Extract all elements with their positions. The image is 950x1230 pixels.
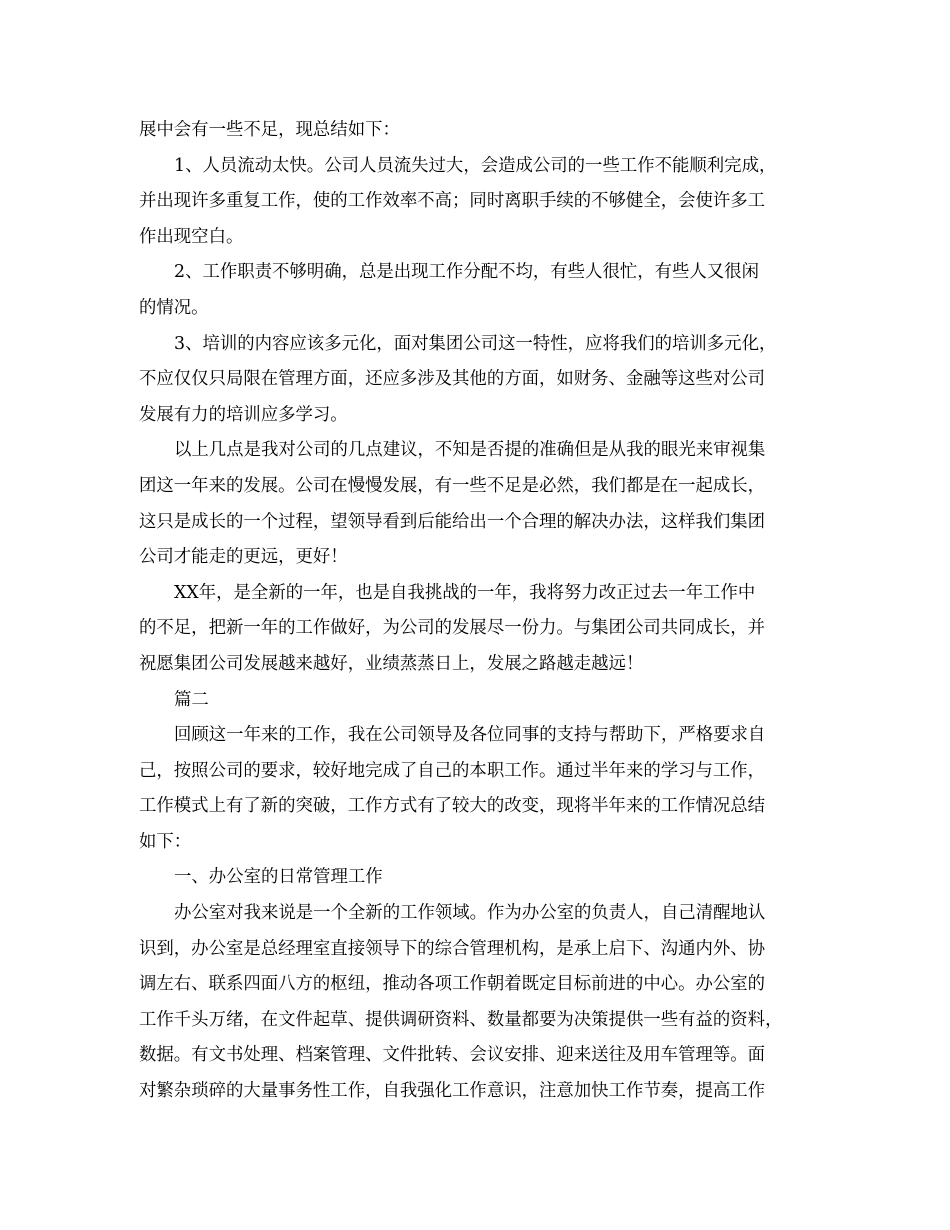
text-line: 调左右、联系四面八方的枢纽，推动各项工作朝着既定目标前进的中心。办公室的: [139, 974, 766, 995]
text-line: 如下：: [139, 831, 192, 852]
text-line: 公司才能走的更远，更好！: [139, 547, 348, 568]
text-line: 己，按照公司的要求，较好地完成了自己的本职工作。通过半年来的学习与工作，: [139, 760, 766, 781]
text-line: 工作千头万绪，在文件起草、提供调研资料、数量都要为决策提供一些有益的资料，: [139, 1009, 783, 1030]
text-line: 展中会有一些不足，现总结如下：: [139, 120, 400, 140]
text-line: 一、办公室的日常管理工作: [174, 867, 383, 888]
text-line: 数据。有文书处理、档案管理、文件批转、会议安排、迎来送往及用车管理等。面: [139, 1045, 766, 1066]
text-line: 3、培训的内容应该多元化，面对集团公司这一特性，应将我们的培训多元化，: [174, 333, 777, 354]
text-line: 祝愿集团公司发展越来越好，业绩蒸蒸日上，发展之路越走越远！: [139, 653, 644, 674]
text-line: 办公室对我来说是一个全新的工作领域。作为办公室的负责人，自己清醒地认: [174, 903, 766, 924]
text-line: 1、人员流动太快。公司人员流失过大，会造成公司的一些工作不能顺利完成，: [174, 155, 777, 176]
text-line: 识到，办公室是总经理室直接领导下的综合管理机构，是承上启下、沟通内外、协: [139, 938, 766, 959]
text-line: 发展有力的培训应多学习。: [139, 404, 348, 425]
text-line: 的情况。: [139, 297, 209, 318]
text-line: 以上几点是我对公司的几点建议，不知是否提的准确但是从我的眼光来审视集: [174, 440, 766, 461]
text-line: 回顾这一年来的工作，我在公司领导及各位同事的支持与帮助下，严格要求自: [174, 725, 766, 746]
text-line: 作出现空白。: [139, 226, 244, 247]
document-body: [139, 113, 829, 1110]
text-line: 并出现许多重复工作，使的工作效率不高；同时离职手续的不够健全，会使许多工: [139, 191, 766, 212]
text-line: XX年，是全新的一年，也是自我挑战的一年，我将努力改正过去一年工作中: [174, 582, 756, 603]
text-line: 篇二: [174, 689, 209, 710]
text-line: 2、工作职责不够明确，总是出现工作分配不均，有些人很忙，有些人又很闲: [174, 262, 759, 283]
text-line: 不应仅仅只局限在管理方面，还应多涉及其他的方面，如财务、金融等这些对公司: [139, 369, 766, 390]
text-line: 这只是成长的一个过程，望领导看到后能给出一个合理的解决办法，这样我们集团: [139, 511, 766, 532]
text-line: 工作模式上有了新的突破，工作方式有了较大的改变，现将半年来的工作情况总结: [139, 796, 766, 817]
text-line: 对繁杂琐碎的大量事务性工作，自我强化工作意识，注意加快工作节奏，提高工作: [139, 1081, 766, 1102]
text-line: 的不足，把新一年的工作做好，为公司的发展尽一份力。与集团公司共同成长，并: [139, 618, 766, 639]
text-line: 团这一年来的发展。公司在慢慢发展，有一些不足是必然，我们都是在一起成长，: [139, 475, 766, 496]
